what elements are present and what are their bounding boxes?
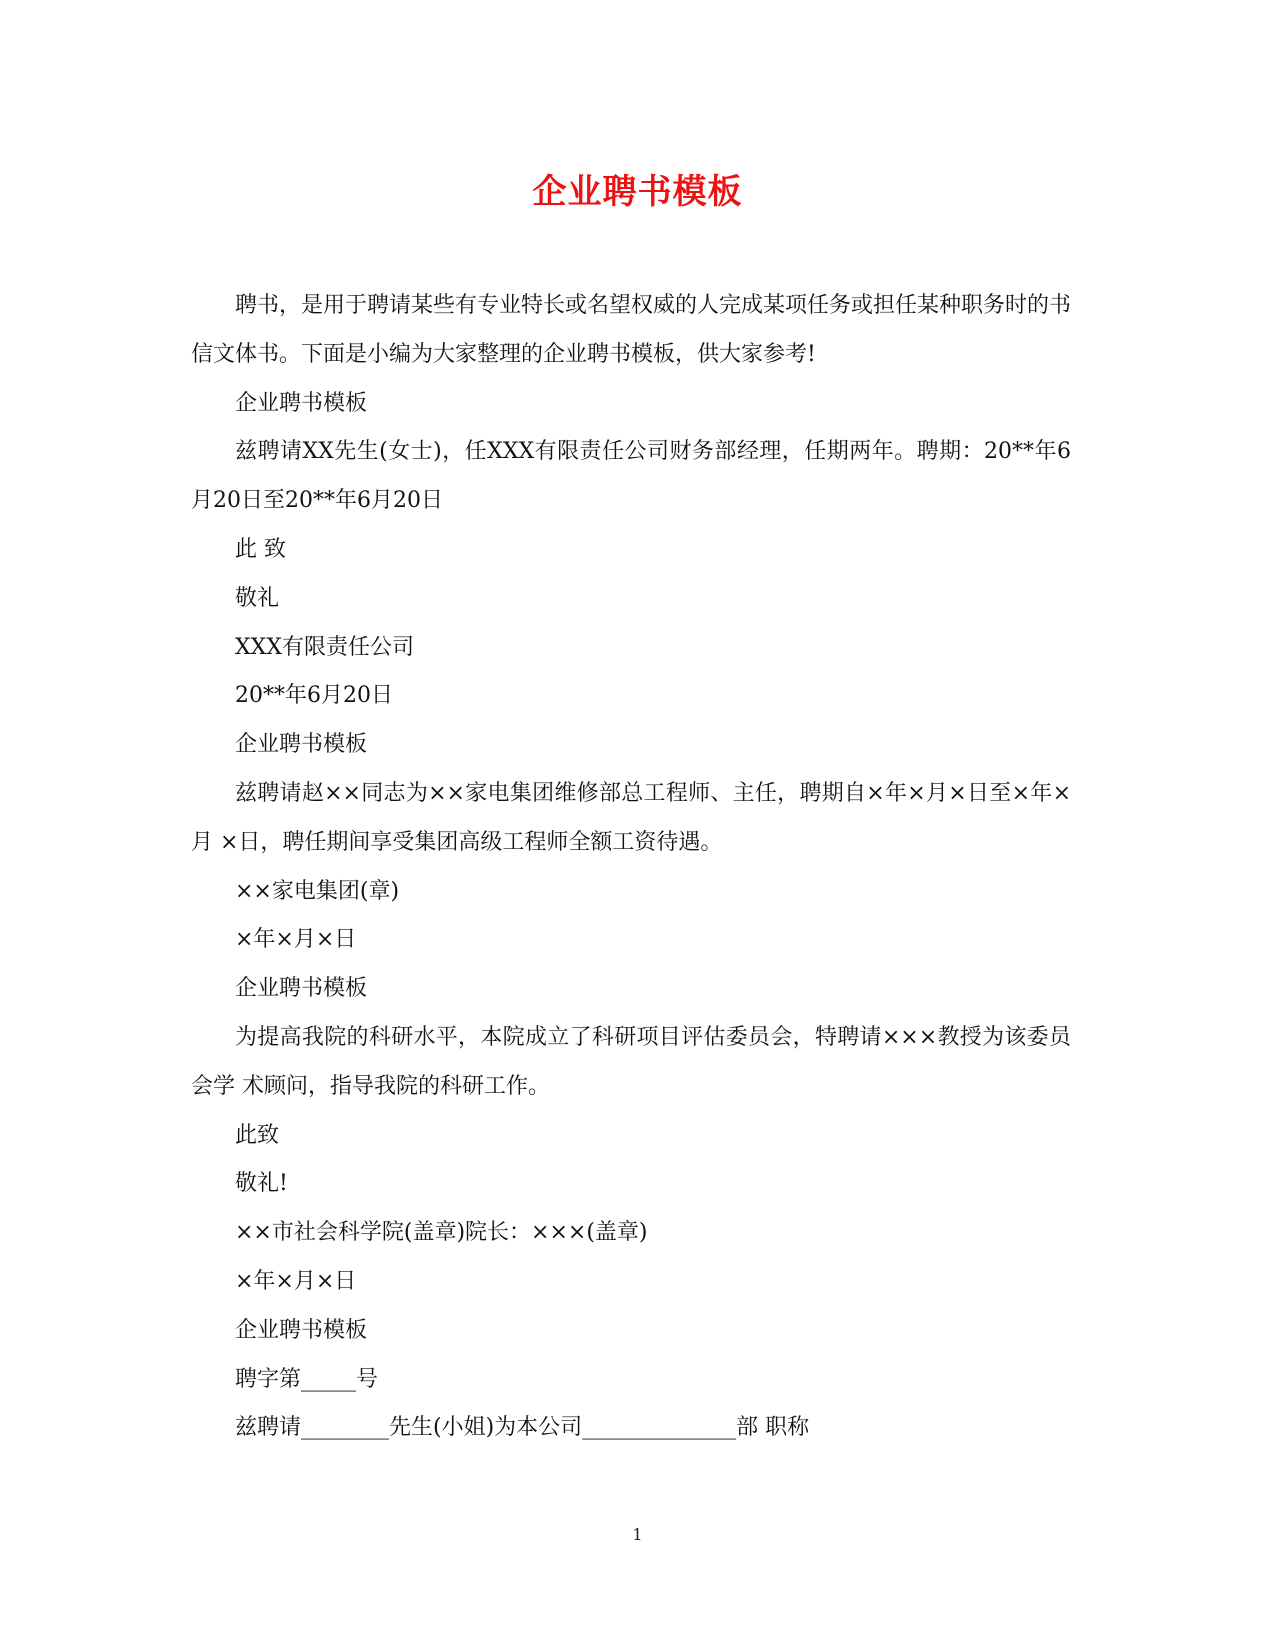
paragraph-heading-4: 企业聘书模板: [235, 1317, 368, 1343]
paragraph-issuer-3: ××市社会科学院(盖章)院长：×××(盖章): [235, 1220, 648, 1246]
paragraph-heading-1: 企业聘书模板: [235, 390, 368, 416]
paragraph-salute-1: 敬礼: [235, 585, 280, 611]
paragraph-appointment-3: 为提高我院的科研水平，本院成立了科研项目评估委员会，特聘请×××教授为该委员会学 术顾问，指导我院的科研工作。: [191, 1024, 1071, 1099]
paragraph-date-3: ×年×月×日: [235, 1268, 357, 1294]
paragraph-appointment-4: 兹聘请________先生(小姐)为本公司______________部 职称: [235, 1415, 810, 1441]
paragraph-closing-3: 此致: [235, 1122, 280, 1148]
paragraph-heading-2: 企业聘书模板: [235, 732, 368, 758]
paragraph-closing-1: 此 致: [235, 536, 286, 562]
document-body: [191, 282, 1071, 1453]
paragraph-appointment-2: 兹聘请赵××同志为××家电集团维修部总工程师、主任，聘期自×年×月×日至×年×月 ×日，聘任期间享受集团高级工程师全额工资待遇。: [191, 780, 1071, 855]
document-title: 企业聘书模板: [532, 172, 743, 212]
paragraph-issuer-1: XXX有限责任公司: [235, 634, 414, 660]
paragraph-issuer-2: ××家电集团(章): [235, 878, 400, 904]
page-number: 1: [632, 1525, 643, 1544]
paragraph-appointment-1: 兹聘请XX先生(女士)，任XXX有限责任公司财务部经理，任期两年。聘期：20**年6月20日至20**年6月20日: [191, 439, 1071, 514]
paragraph-date-2: ×年×月×日: [235, 927, 357, 953]
paragraph-date-1: 20**年6月20日: [235, 683, 393, 709]
paragraph-heading-3: 企业聘书模板: [235, 976, 368, 1002]
paragraph-intro: 聘书，是用于聘请某些有专业特长或名望权威的人完成某项任务或担任某种职务时的书信文体书。下面是小编为大家整理的企业聘书模板，供大家参考!: [191, 293, 1072, 367]
paragraph-reference-number: 聘字第_____号: [235, 1366, 379, 1392]
paragraph-salute-3: 敬礼!: [235, 1171, 288, 1197]
